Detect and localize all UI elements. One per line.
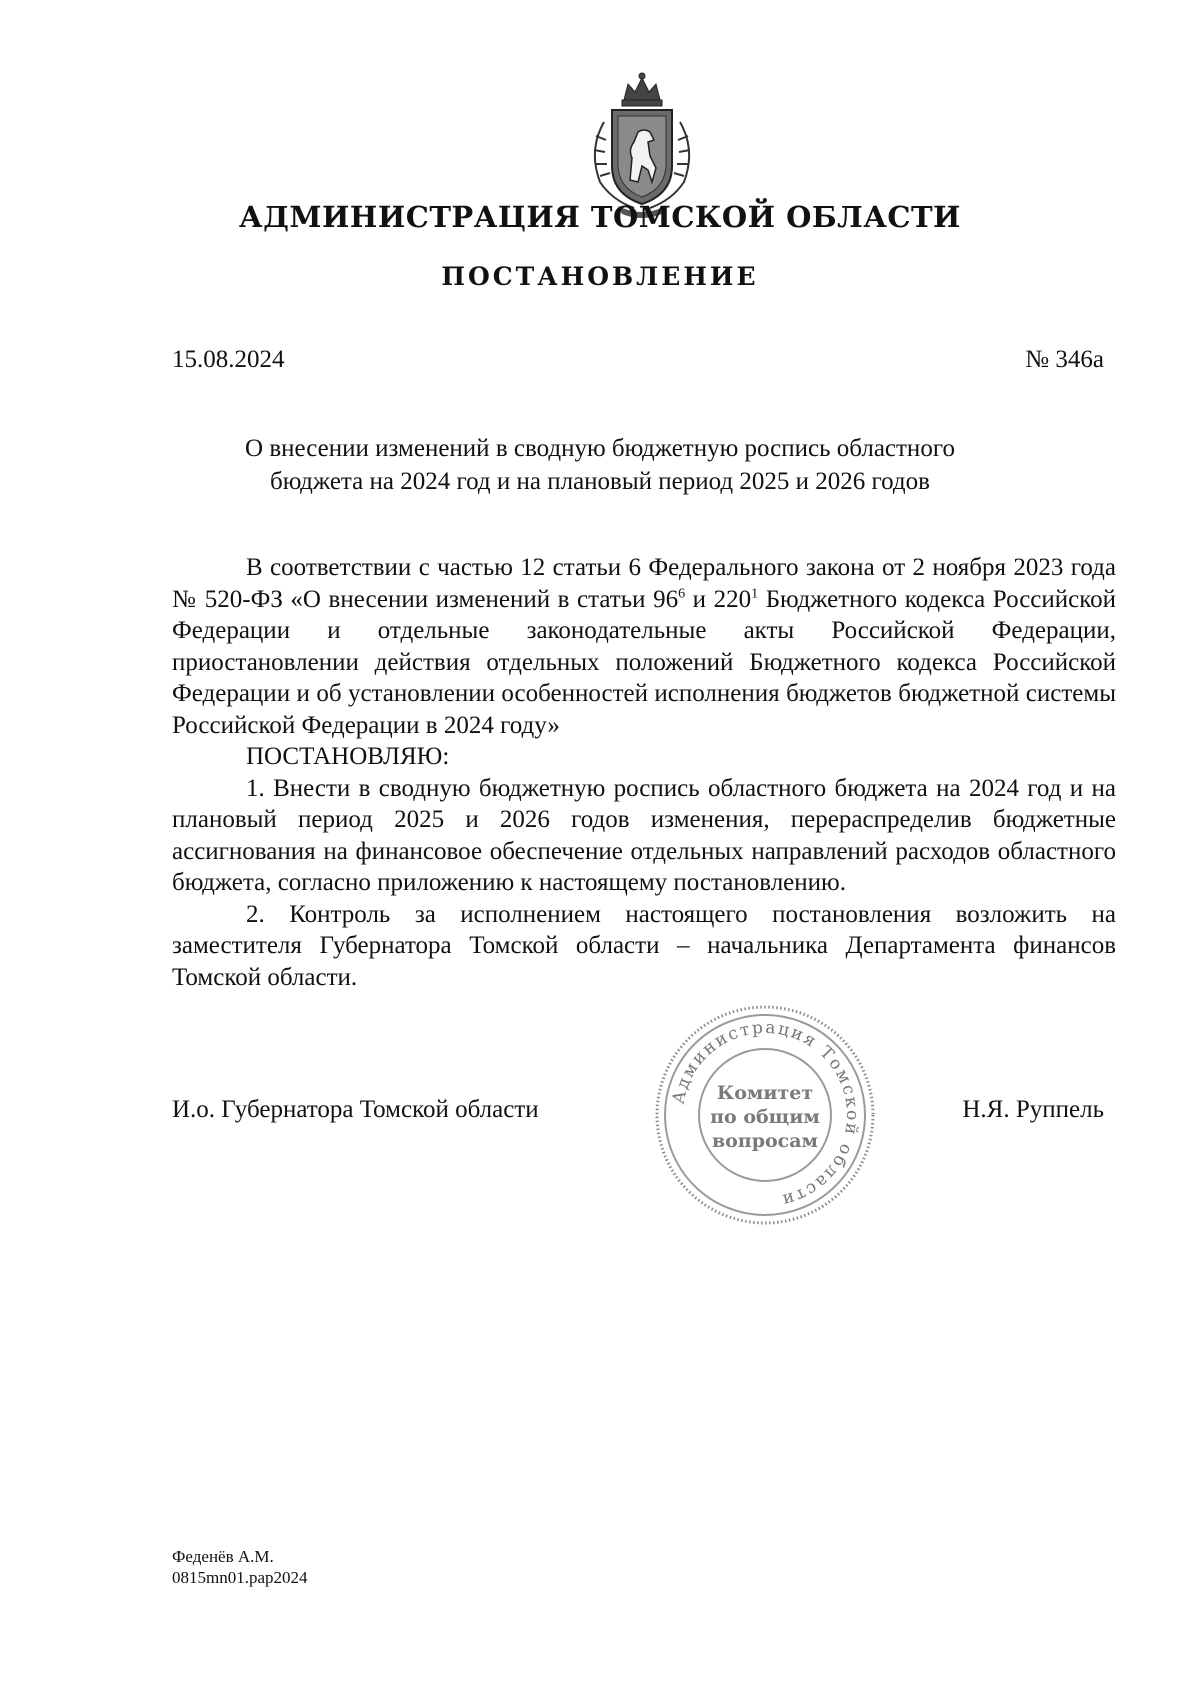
seal-line-1: Комитет	[716, 1082, 814, 1104]
preamble-paragraph	[172, 552, 1116, 741]
coat-of-arms-emblem	[578, 70, 706, 220]
document-body	[172, 552, 1116, 993]
superscript-1: 6	[678, 586, 686, 602]
subject-line-1: О внесении изменений в сводную бюджетную роспись областного	[245, 435, 955, 462]
organization-title: АДМИНИСТРАЦИЯ ТОМСКОЙ ОБЛАСТИ	[239, 200, 961, 234]
document-footer	[172, 1546, 308, 1588]
document-type-title: ПОСТАНОВЛЕНИЕ	[441, 262, 759, 291]
signatory-name: Н.Я. Руппель	[962, 1096, 1104, 1123]
document-subject	[220, 432, 980, 498]
official-seal	[650, 1000, 880, 1230]
signatory-position: И.о. Губернатора Томской области	[172, 1096, 539, 1123]
resolve-paragraph: ПОСТАНОВЛЯЮ:	[246, 743, 450, 770]
file-reference: 0815mn01.pap2024	[172, 1568, 308, 1587]
item-1-paragraph: 1. Внести в сводную бюджетную роспись областного бюджета на 2024 год и на плановый период 2025 и 2026 годов изменения, перераспределив бюджетные ассигнования на финансовое обеспечение отдельных направлений расходов областного бюджета, согласно приложению к настоящему постановлению.	[172, 774, 1116, 896]
document-number: № 346а	[1025, 346, 1104, 373]
document-date: 15.08.2024	[172, 346, 285, 373]
seal-ring-text: Администрация Томской области	[668, 1017, 863, 1211]
preamble-mid: и 220	[685, 585, 752, 613]
superscript-2: 1	[751, 586, 759, 602]
item-2-paragraph: 2. Контроль за исполнением настоящего постановления возложить на заместителя Губернатора Томской области – начальника Департамента финансов Томской области.	[172, 900, 1116, 991]
preamble-end: Бюджетного кодекса Российской Федерации и отдельные законодательные акты Российской Федерации, приостановлении действия отдельных положений Бюджетного кодекса Российской Федерации и об установлении особенностей исполнения бюджетов бюджетной системы Российской Федерации в 2024 году»	[172, 585, 1116, 739]
seal-line-2: по общим	[710, 1106, 820, 1128]
executor-name: Феденёв А.М.	[172, 1547, 274, 1566]
seal-line-3: вопросам	[711, 1130, 819, 1152]
preamble-start: В соответствии с частью 12 статьи 6 Федерального закона от 2 ноября 2023 года № 520-ФЗ «О внесении изменений в статьи 96	[172, 554, 1116, 613]
subject-line-2: бюджета на 2024 год и на плановый период 2025 и 2026 годов	[270, 468, 930, 495]
